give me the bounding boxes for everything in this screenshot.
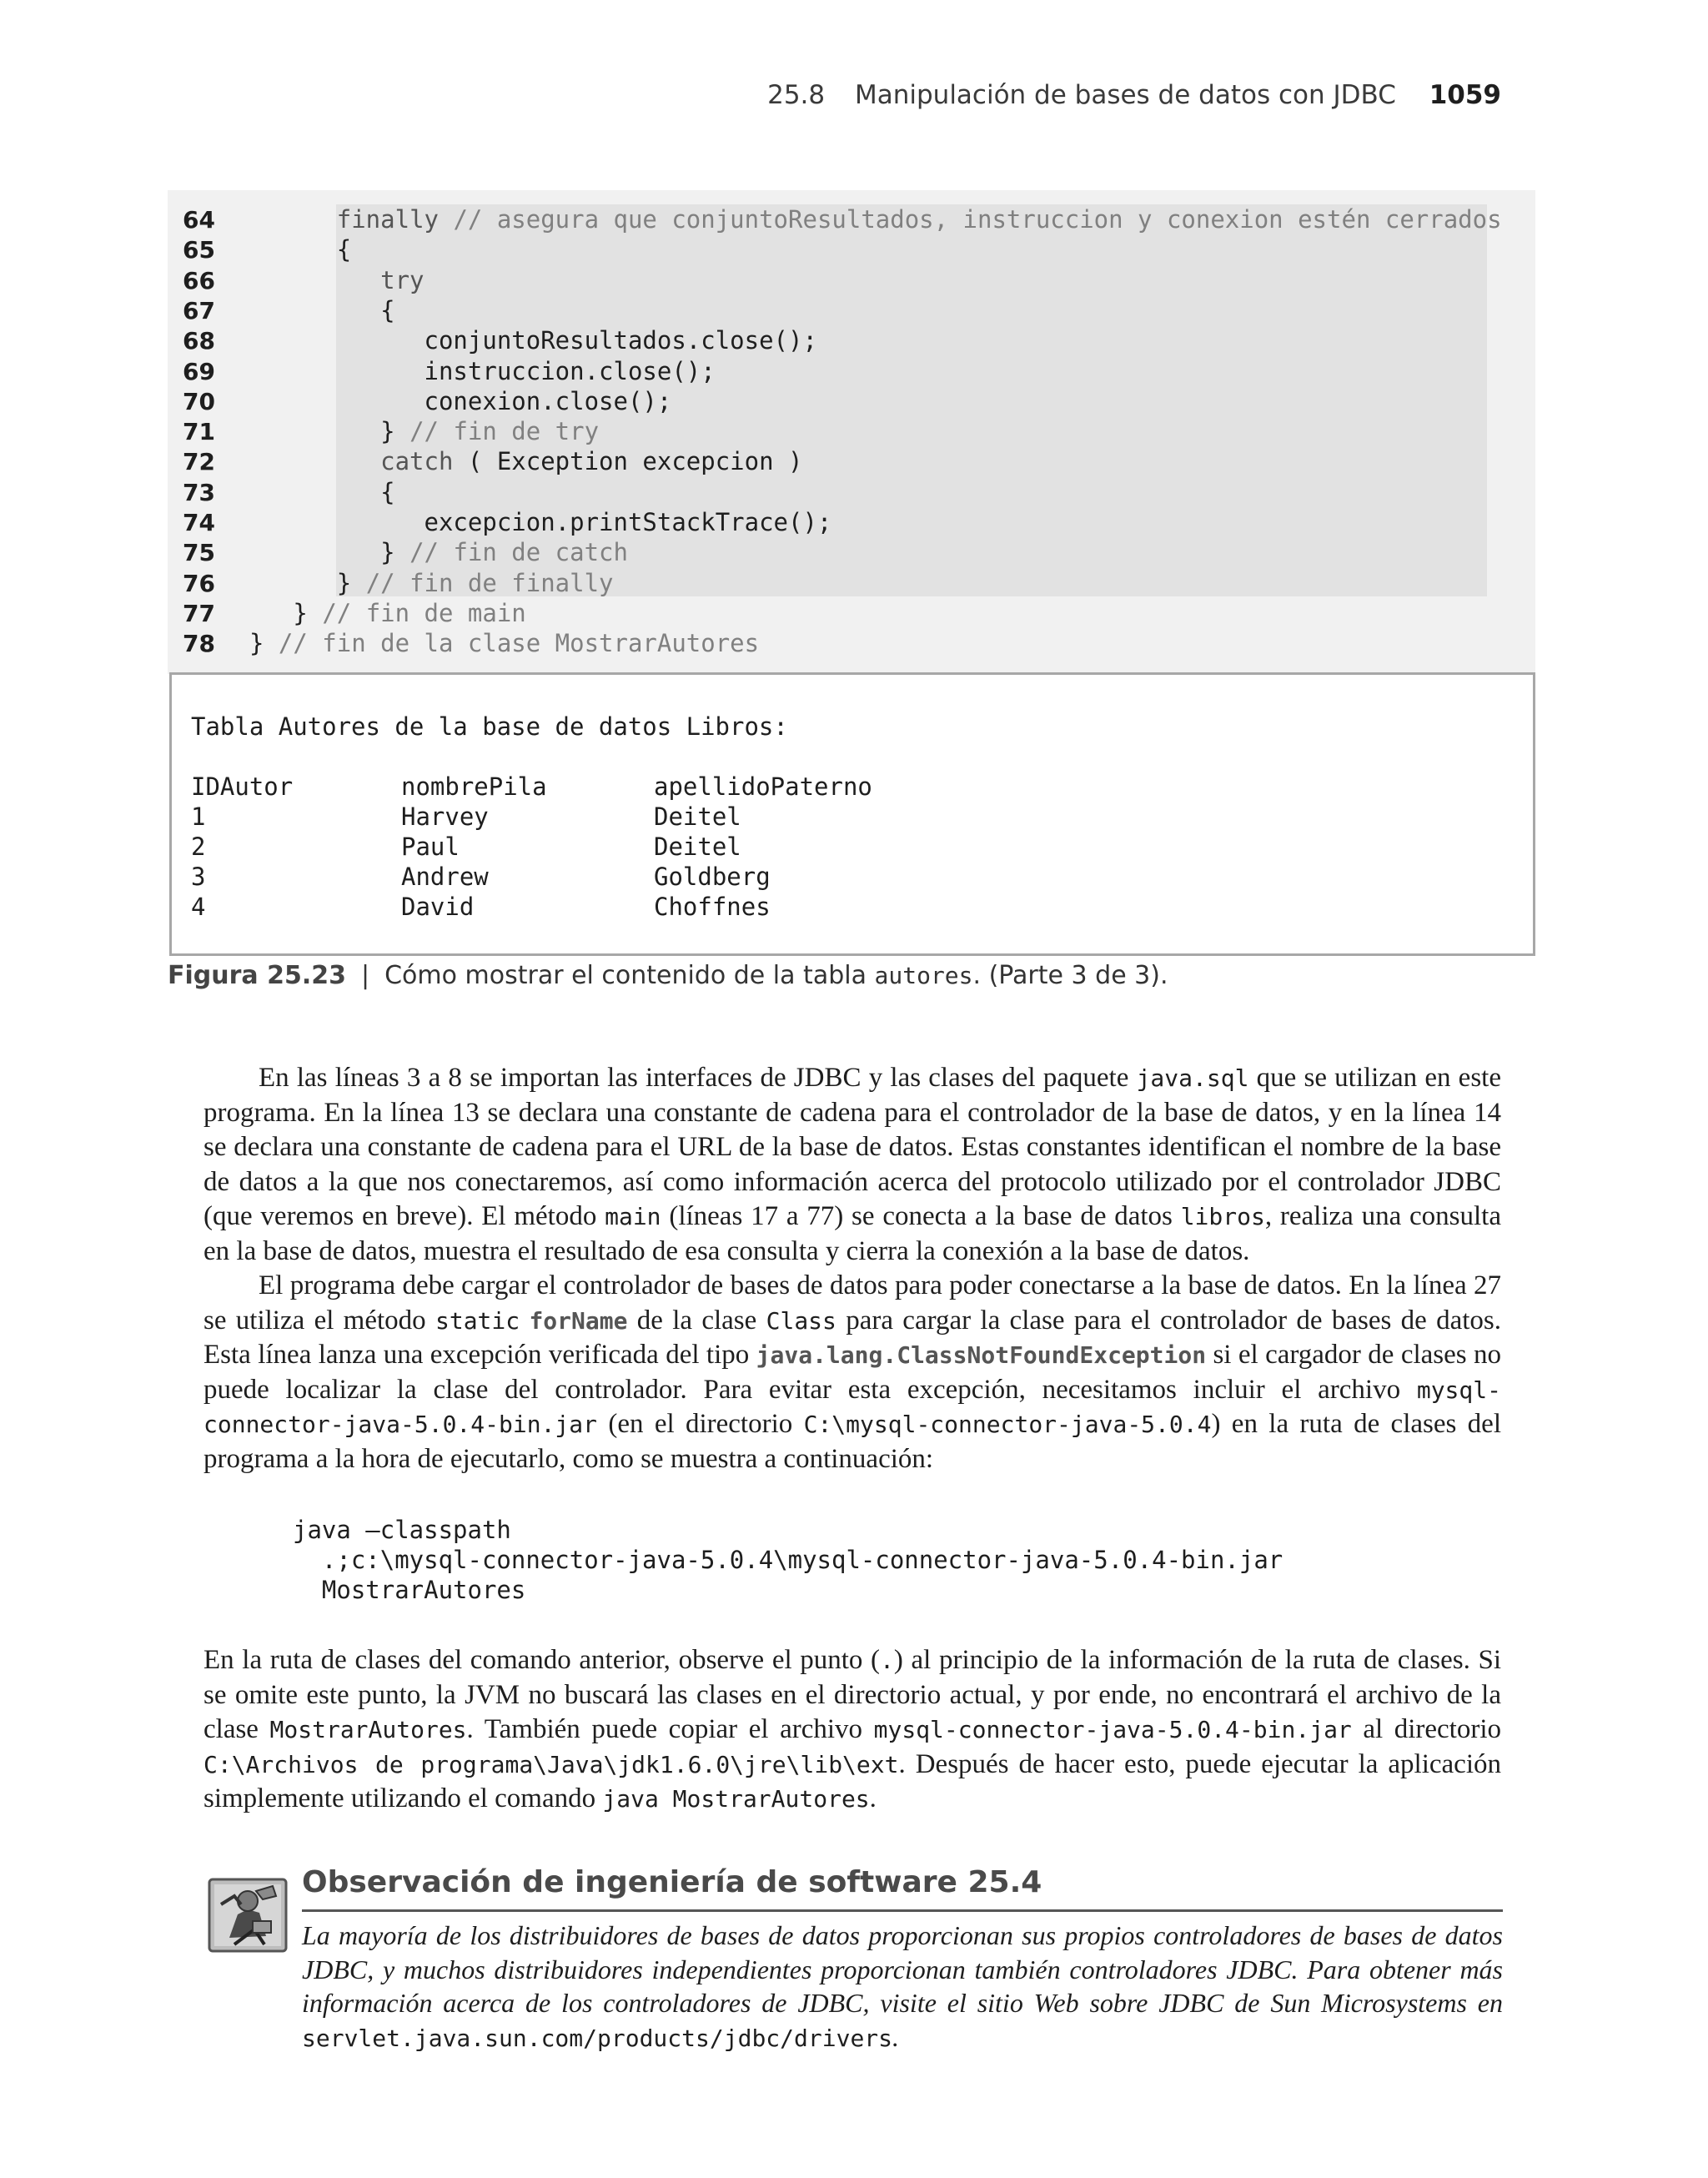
code-keyword: finally <box>336 205 439 234</box>
caption-code: autores <box>874 962 973 989</box>
observation-url: servlet.java.sun.com/products/jdbc/drivers <box>302 2024 893 2052</box>
output-cell: 1 <box>191 802 206 831</box>
output-row <box>191 832 1442 862</box>
text-run: de la clase <box>627 1305 766 1335</box>
text-run <box>520 1305 529 1335</box>
output-cell: Paul <box>401 832 460 861</box>
code-text: conexion.close(); <box>424 386 672 415</box>
code-indent <box>249 569 337 597</box>
text-run: . <box>869 1783 877 1813</box>
line-number: 66 <box>183 266 215 294</box>
observation-text: La mayoría de los distribuidores de bases de datos proporcionan sus propios controladores de bases de datos JDBC, y muchos distribuidores independientes proporcionan también controladores JDBC. Para obtener más información acerca de los controladores de JDBC, visite el sitio Web sobre JDBC de Sun Microsystems en <box>302 1920 1503 2018</box>
page-number: 1059 <box>1429 80 1501 110</box>
code-indent <box>249 296 380 324</box>
code-comment: // fin de finally <box>365 568 614 597</box>
text-run: El programa debe cargar el controlador de bases de datos para poder conectarse a la base de datos. En la línea 27 se utiliza el método <box>203 1270 1501 1335</box>
code-comment: // asegura que conjuntoResultados, instruccion y conexion estén cerrados <box>453 205 1502 234</box>
code-comment: // fin de try <box>409 417 600 446</box>
code-keyword: catch <box>380 447 454 476</box>
code-text: { <box>380 477 395 506</box>
output-header-row <box>191 772 1442 802</box>
line-number: 73 <box>183 478 215 506</box>
inline-code: . <box>880 1647 894 1674</box>
code-indent <box>249 508 424 536</box>
line-number: 71 <box>183 418 215 446</box>
code-line <box>183 446 802 476</box>
output-cell: Deitel <box>654 802 741 831</box>
observation-title: Observación de ingeniería de software 25.4 <box>302 1865 1042 1899</box>
output-cell: 4 <box>191 893 206 921</box>
inline-code-bold: java.lang.ClassNotFoundException <box>756 1341 1207 1369</box>
caption-text-end: . (Parte 3 de 3). <box>972 961 1168 990</box>
command-line: .;c:\mysql-connector-java-5.0.4\mysql-connector-java-5.0.4-bin.jar <box>293 1546 1284 1574</box>
line-number: 68 <box>183 327 215 355</box>
code-text: } <box>336 568 366 597</box>
text-run: si el cargador de clases no puede localizar la clase del controlador. Para evitar esta excepción, necesitamos incluir el archivo <box>203 1340 1502 1405</box>
text-run: , realiza una consulta en la base de datos, muestra el resultado de esa consulta y cierra la conexión a la base de datos. <box>203 1201 1501 1266</box>
line-number: 77 <box>183 599 215 627</box>
caption-text: Cómo mostrar el contenido de la tabla <box>384 961 867 990</box>
code-comment: // fin de la clase MostrarAutores <box>278 629 760 658</box>
section-number: 25.8 <box>767 80 826 110</box>
output-column-header: nombrePila <box>401 772 547 801</box>
text-run: (líneas 17 a 77) se conecta a la base de datos <box>661 1201 1181 1231</box>
code-indent <box>249 266 380 294</box>
inline-code: main <box>605 1203 661 1230</box>
program-output <box>169 672 1535 956</box>
code-line <box>183 234 351 264</box>
code-line <box>183 204 1502 234</box>
output-row <box>191 862 1442 892</box>
inline-code: MostrarAutores <box>269 1716 467 1743</box>
code-text: excepcion.printStackTrace(); <box>424 508 832 536</box>
text-run: ) al principio de la información de la ruta de clases. Si se omite este punto, la JVM no buscará las clases en el directorio actual, y por ende, no encontrará el archivo de la clase <box>203 1645 1502 1744</box>
code-comment: // fin de main <box>322 598 526 627</box>
output-row <box>191 892 1442 922</box>
code-text: ( Exception excepcion ) <box>453 447 803 476</box>
code-indent <box>249 387 424 415</box>
line-number: 64 <box>183 206 215 234</box>
code-text: } <box>380 417 410 446</box>
software-engineering-icon <box>204 1871 291 1958</box>
code-text: } <box>249 629 279 658</box>
inline-code: static <box>435 1306 520 1335</box>
running-header <box>767 80 1501 110</box>
output-cell: Choffnes <box>654 893 771 921</box>
inline-code: mysql-connector-java-5.0.4-bin.jar <box>873 1716 1352 1743</box>
text-run: que se utilizan en este programa. En la línea 13 se declara una constante de cadena para el controlador de la base de datos, y en la línea 14 se declara una constante de cadena para el URL de la base de datos. Estas constantes identifican el nombre de la base de datos a la que nos conectaremos, así como información acerca del protocolo utilizado por el controlador JDBC (que veremos en breve). El método <box>203 1063 1501 1231</box>
output-cell: Deitel <box>654 832 741 861</box>
line-number: 78 <box>183 630 215 658</box>
output-title: Tabla Autores de la base de datos Libros: <box>191 712 788 741</box>
code-text: } <box>293 598 323 627</box>
code-line <box>183 598 526 628</box>
code-comment: // fin de catch <box>409 538 628 567</box>
line-number: 76 <box>183 569 215 597</box>
output-row <box>191 802 1442 832</box>
output-cell: 3 <box>191 863 206 891</box>
inline-code: C:\Archivos de programa\Java\jdk1.6.0\jre\lib\ext <box>203 1750 899 1778</box>
code-indent <box>249 326 424 355</box>
code-indent <box>249 357 424 385</box>
inline-code: java.sql <box>1136 1064 1249 1092</box>
output-cell: Goldberg <box>654 863 771 891</box>
code-text: { <box>336 235 352 264</box>
command-line: java –classpath <box>293 1516 511 1544</box>
text-run: ) en la ruta de clases del programa a la hora de ejecutarlo, como se muestra a continuación: <box>203 1409 1501 1474</box>
output-cell: Andrew <box>401 863 489 891</box>
code-line <box>183 265 424 295</box>
inline-code: libros <box>1180 1203 1265 1230</box>
code-indent <box>249 235 337 264</box>
output-column-header: apellidoPaterno <box>654 772 872 801</box>
code-indent <box>249 417 380 445</box>
code-indent <box>249 478 380 506</box>
code-text: { <box>380 295 395 324</box>
code-line <box>183 386 671 416</box>
line-number: 74 <box>183 509 215 536</box>
inline-code-bold: forName <box>529 1306 628 1335</box>
section-title: Manipulación de bases de datos con JDBC <box>854 80 1396 110</box>
caption-separator: | <box>360 961 370 990</box>
output-column-header: IDAutor <box>191 772 294 801</box>
code-keyword: try <box>380 265 424 294</box>
code-line <box>183 325 817 355</box>
code-line <box>183 416 599 446</box>
observation-text-end: . <box>892 2021 900 2052</box>
text-run: En la ruta de clases del comando anterior, observe el punto ( <box>203 1645 881 1675</box>
code-text: conjuntoResultados.close(); <box>424 326 817 355</box>
text-run: (en el directorio <box>597 1409 804 1439</box>
text-run: En las líneas 3 a 8 se importan las interfaces de JDBC y las clases del paquete <box>259 1063 1137 1093</box>
code-indent <box>249 538 380 566</box>
text-run: al directorio <box>1351 1714 1502 1744</box>
output-cell: Harvey <box>401 802 489 831</box>
line-number: 72 <box>183 448 215 476</box>
output-cell: 2 <box>191 832 206 861</box>
paragraph-classpath <box>203 1643 1501 1817</box>
code-line <box>183 295 395 325</box>
code-line <box>183 477 395 507</box>
code-text: instruccion.close(); <box>424 356 716 385</box>
line-number: 69 <box>183 357 215 385</box>
command-example <box>293 1515 1283 1605</box>
code-indent <box>249 599 293 627</box>
text-run: . Después de hacer esto, puede ejecutar la aplicación simplemente utilizando el comando <box>203 1748 1501 1813</box>
text-run: para cargar la clase para el controlador de bases de datos. Esta línea lanza una excepción verificada del tipo <box>203 1305 1502 1370</box>
code-line <box>183 628 759 658</box>
figure-caption <box>168 961 1168 990</box>
inline-code: mysql-connector-java-5.0.4-bin.jar <box>203 1376 1501 1438</box>
code-indent <box>249 447 380 475</box>
line-number: 75 <box>183 539 215 567</box>
paragraph-imports <box>203 1061 1501 1269</box>
observation-rule <box>302 1909 1503 1912</box>
observation-body <box>302 1919 1503 2055</box>
inline-code: C:\mysql-connector-java-5.0.4 <box>803 1411 1212 1438</box>
inline-code: java MostrarAutores <box>602 1785 870 1813</box>
inline-code: Class <box>766 1306 836 1335</box>
code-text <box>439 205 453 234</box>
code-text: } <box>380 538 410 567</box>
code-indent <box>249 205 337 234</box>
code-line <box>183 568 614 598</box>
code-line <box>183 537 628 567</box>
code-line <box>183 356 716 386</box>
line-number: 67 <box>183 296 215 324</box>
paragraph-driver-loading <box>203 1269 1501 1476</box>
output-cell: David <box>401 893 475 921</box>
line-number: 65 <box>183 236 215 264</box>
line-number: 70 <box>183 387 215 415</box>
code-line <box>183 507 831 537</box>
figure-label: Figura 25.23 <box>168 961 346 990</box>
text-run: . También puede copiar el archivo <box>466 1714 874 1744</box>
command-line: MostrarAutores <box>293 1576 526 1604</box>
